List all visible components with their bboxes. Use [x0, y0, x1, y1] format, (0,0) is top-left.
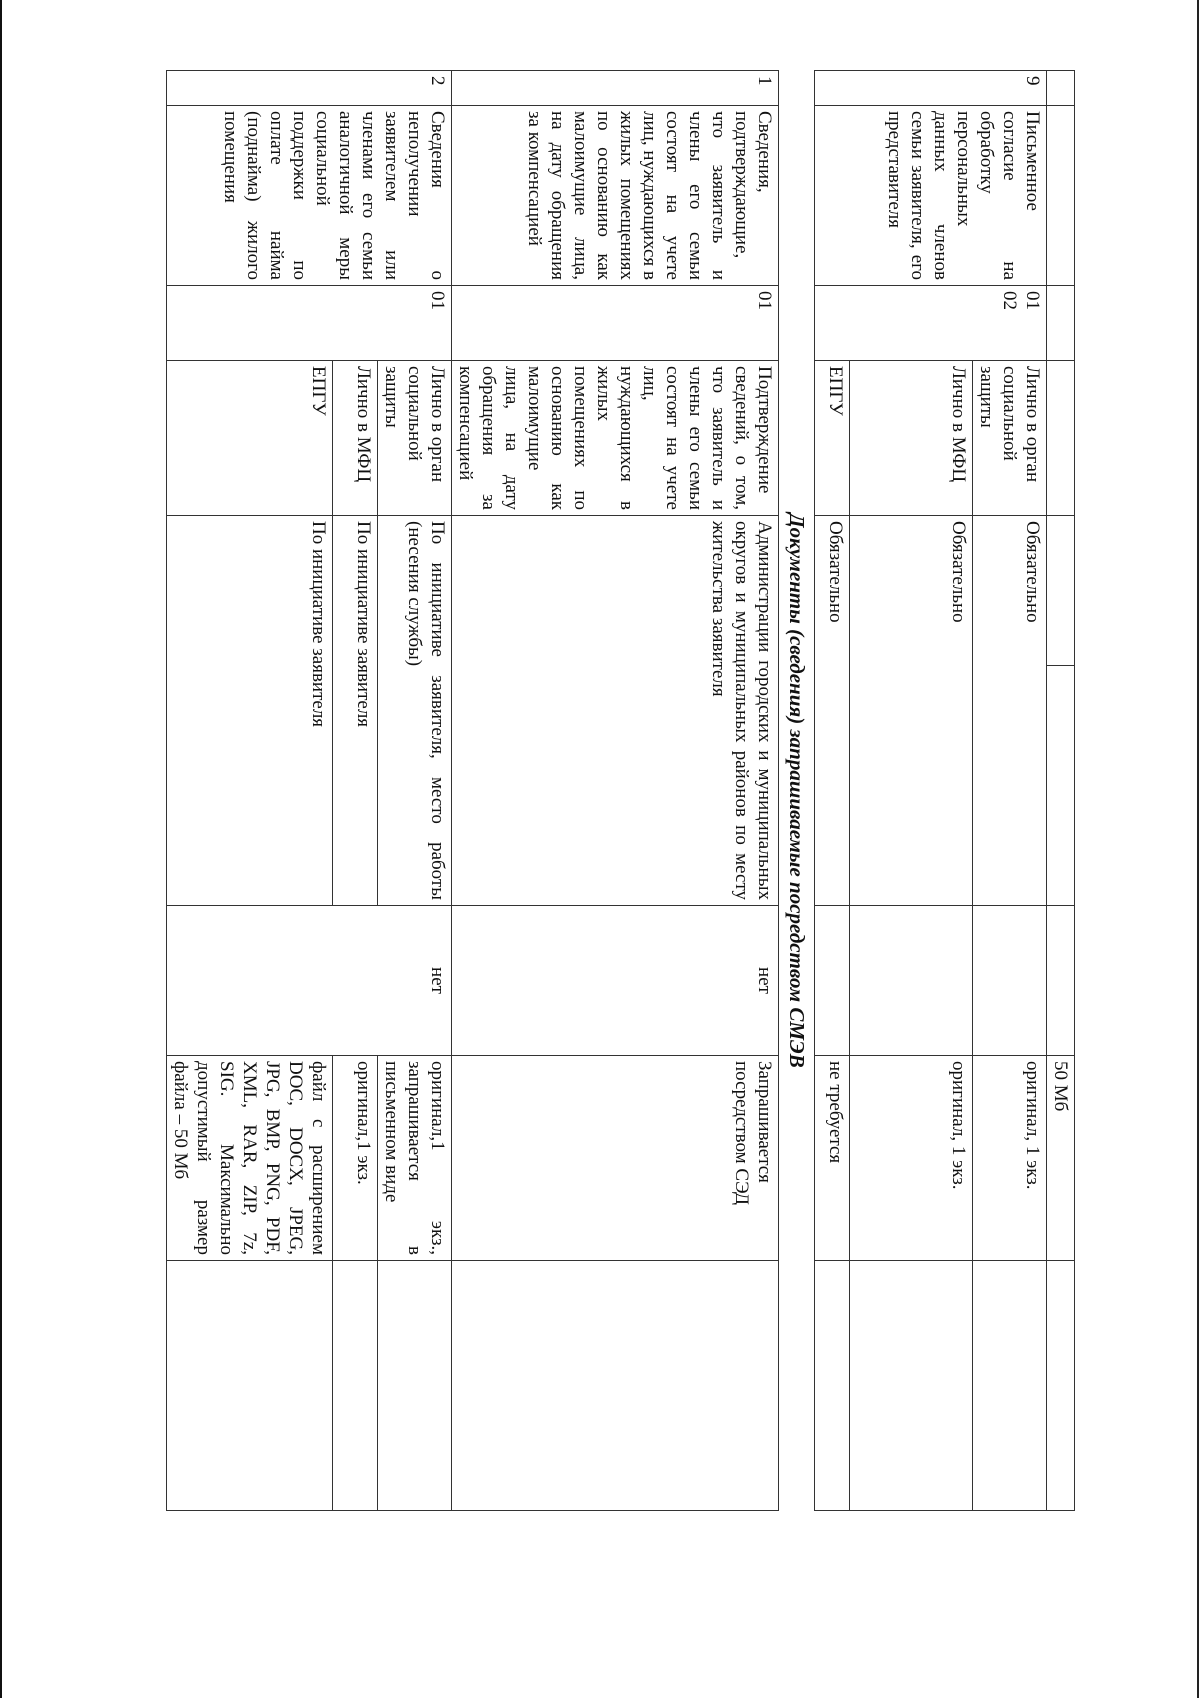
row-number: 9	[815, 71, 1047, 106]
format: файл с расширением DOC, DOCX, JPEG, JPG, BMP, PNG, PDF, XML, RAR, ZIP, 7z, SIG. Максимально допустимый размер файла – 50 Мб	[167, 1056, 333, 1261]
submission-channel: Лично в МФЦ	[850, 361, 973, 516]
scan-edge-left	[0, 0, 2, 1698]
cell-empty	[815, 1261, 850, 1511]
requirement: Обязательно	[973, 516, 1047, 906]
format: оригинал, 1 экз.	[973, 1056, 1047, 1261]
submission-channel: Лично в орган социальной защиты	[378, 361, 452, 516]
format: Запрашивается посредством СЭД	[452, 1056, 779, 1261]
submission-channel: ЕПГУ	[167, 361, 333, 516]
cell-empty	[1047, 1261, 1075, 1511]
cell-empty	[1047, 106, 1075, 286]
cell-empty	[1047, 361, 1075, 516]
section-title: Документы (сведения) запрашиваемые посредством СМЭВ	[779, 71, 815, 1511]
cell-empty	[167, 1261, 333, 1511]
source-organization: По инициативе заявителя	[167, 516, 333, 906]
submission-channel: Лично в МФЦ	[333, 361, 378, 516]
category-codes: 01 02	[815, 286, 1047, 361]
cell-empty	[973, 1261, 1047, 1511]
table-row	[1047, 71, 1075, 1511]
cell-empty	[1047, 516, 1075, 666]
table-row	[973, 71, 1047, 1511]
cell-empty	[1047, 286, 1075, 361]
cell-empty	[850, 906, 973, 1056]
extra-flag: нет	[167, 906, 452, 1056]
cell-empty	[333, 1261, 378, 1511]
cell-empty	[1047, 666, 1075, 906]
document-description: Подтверждение сведений, о том, что заявитель и члены его семьи состоят на учете лиц, нуждающихся в жилых помещениях по основанию как малоимущие лица, на дату обращения за компенсацией	[452, 361, 779, 516]
cell-prev-format: 50 Мб	[1047, 1056, 1075, 1261]
table-row	[452, 71, 779, 1511]
scan-edge-right	[1197, 0, 1199, 1698]
section-row	[779, 71, 815, 1511]
row-number: 1	[452, 71, 779, 106]
format: не требуется	[815, 1056, 850, 1261]
document-name: Сведения, подтверждающие, что заявитель и члены его семьи состоят на учете лиц, нуждающихся в жилых помещениях по основанию как малоимущие лица, на дату обращения за компенсацией	[452, 106, 779, 286]
requirement: Обязательно	[850, 516, 973, 906]
table-row	[378, 71, 452, 1511]
format: оригинал,1 экз., запрашивается в письменном виде	[378, 1056, 452, 1261]
cell-empty	[452, 1261, 779, 1511]
rotated-document-page	[140, 70, 1075, 1510]
submission-channel: ЕПГУ	[815, 361, 850, 516]
category-code: 01	[452, 286, 779, 361]
cell-empty	[1047, 71, 1075, 106]
cell-empty	[850, 1261, 973, 1511]
requirement: Обязательно	[815, 516, 850, 906]
source-organization: По инициативе заявителя	[333, 516, 378, 906]
document-name: Письменное согласие на обработку персональных данных членов семьи заявителя, его представителя	[815, 106, 1047, 286]
cell-empty	[973, 906, 1047, 1056]
submission-channel: Лично в орган социальной защиты	[973, 361, 1047, 516]
extra-flag: нет	[452, 906, 779, 1056]
cell-empty	[815, 906, 850, 1056]
format: оригинал, 1 экз.	[850, 1056, 973, 1261]
cell-empty	[378, 1261, 452, 1511]
row-number: 2	[167, 71, 452, 106]
source-organization: Администрации городских и муниципальных округов и муниципальных районов по месту жительства заявителя	[452, 516, 779, 906]
category-code: 01	[167, 286, 452, 361]
source-organization: По инициативе заявителя, место работы (несения службы)	[378, 516, 452, 906]
document-name: Сведения о неполучении заявителем или членами его семьи аналогичной меры социальной поддержки по оплате найма (поднайма) жилого помещения	[167, 106, 452, 286]
format: оригинал,1 экз.	[333, 1056, 378, 1261]
documents-table	[166, 70, 1075, 1511]
cell-empty	[1047, 906, 1075, 1056]
